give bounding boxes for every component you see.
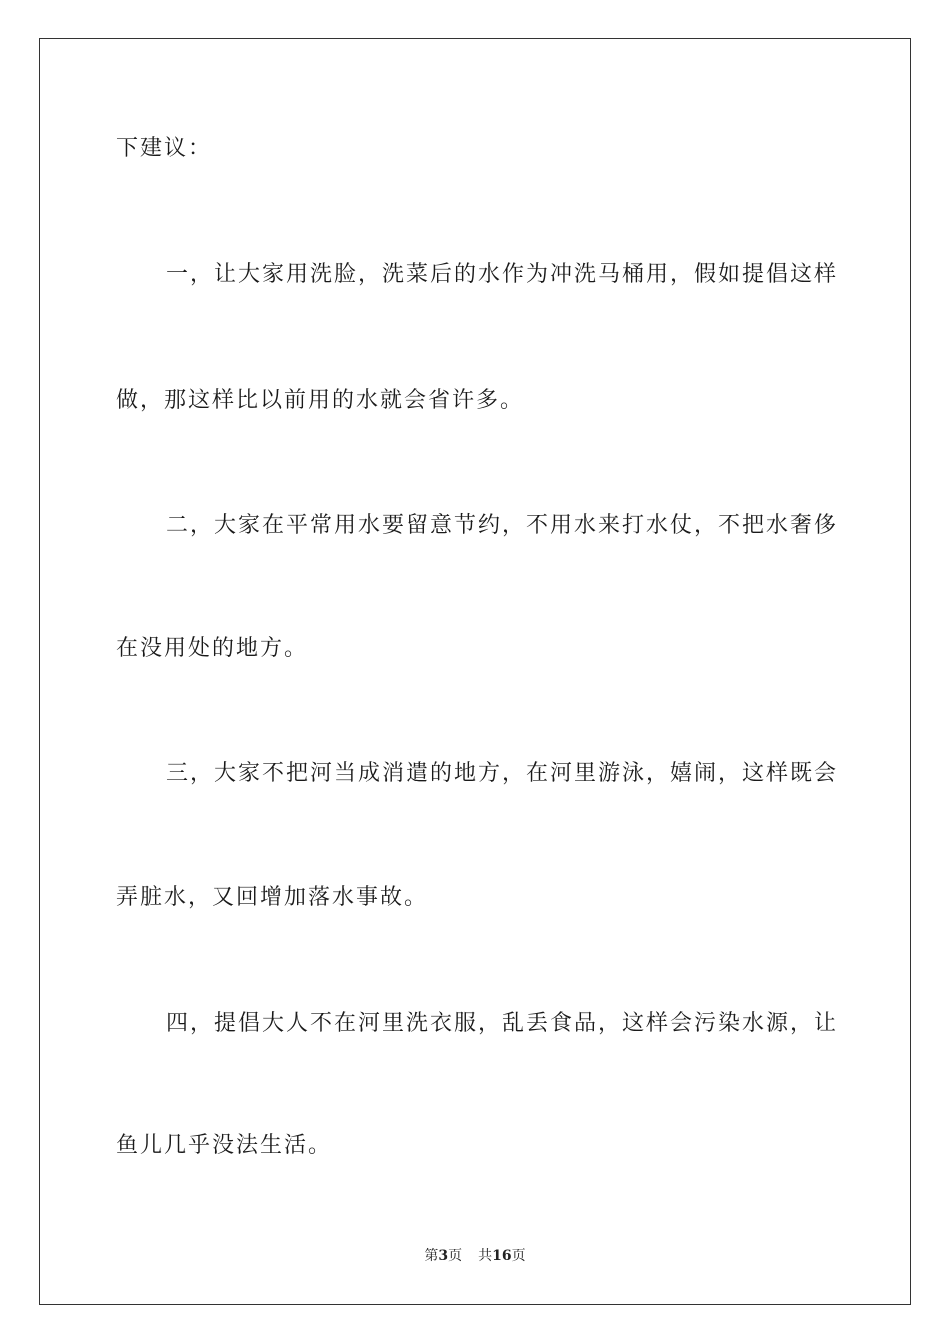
page-prefix: 第 bbox=[424, 1248, 439, 1264]
total-pages: 16 bbox=[492, 1248, 512, 1264]
body-line-1: 下建议： bbox=[116, 136, 213, 161]
body-line-5: 在没用处的地方。 bbox=[116, 636, 309, 661]
page-number: 3 bbox=[438, 1248, 449, 1264]
body-line-2: 一，让大家用洗脸，洗菜后的水作为冲洗马桶用，假如提倡这样 bbox=[166, 262, 839, 287]
body-line-7: 弄脏水，又回增加落水事故。 bbox=[116, 885, 429, 910]
page-suffix: 页 bbox=[448, 1248, 463, 1264]
page-border bbox=[39, 38, 911, 1305]
body-line-4: 二，大家在平常用水要留意节约，不用水来打水仗，不把水奢侈 bbox=[166, 513, 839, 538]
total-prefix: 共 bbox=[478, 1248, 493, 1264]
page-footer bbox=[0, 1246, 950, 1266]
body-line-3: 做，那这样比以前用的水就会省许多。 bbox=[116, 388, 525, 413]
body-line-6: 三，大家不把河当成消遣的地方，在河里游泳，嬉闹，这样既会 bbox=[166, 761, 839, 786]
total-suffix: 页 bbox=[511, 1248, 526, 1264]
body-line-8: 四，提倡大人不在河里洗衣服，乱丢食品，这样会污染水源，让 bbox=[166, 1011, 839, 1036]
body-line-9: 鱼儿几乎没法生活。 bbox=[116, 1133, 333, 1158]
